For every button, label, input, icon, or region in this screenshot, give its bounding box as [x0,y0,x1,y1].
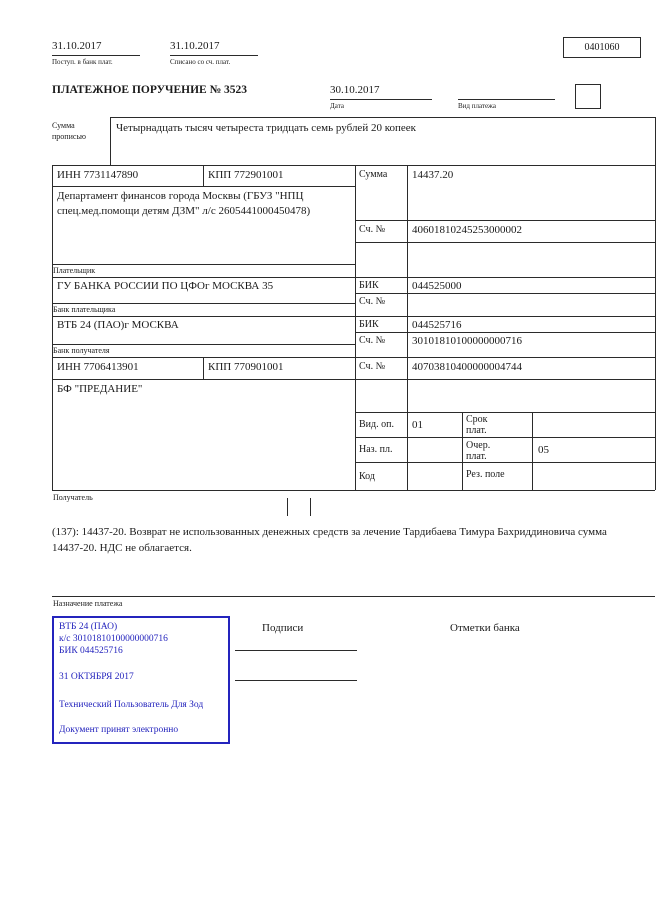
signatures-label: Подписи [262,622,304,634]
table-border [355,293,655,294]
sum-value: 14437.20 [412,169,454,181]
payee-bank-caption: Банк получателя [53,346,110,355]
payee-inn: ИНН 7706413901 [57,361,139,373]
table-border [355,165,356,490]
payer-inn: ИНН 7731147890 [57,169,139,181]
payer-kpp: КПП 772901001 [208,169,284,181]
table-border [203,165,204,186]
document-date-caption: Дата [330,102,344,110]
payee-account-label: Сч. № [359,361,386,372]
table-border [355,242,655,243]
table-border [355,332,655,333]
payee-bank-bik-value: 044525716 [412,319,462,331]
bank-stamp [52,616,230,744]
amount-in-words-value: Четырнадцать тысяч четыреста тридцать семь рублей 20 копеек [116,122,416,134]
op-type-label: Вид. оп. [359,419,394,430]
table-border [655,117,656,490]
document-date-underline [330,99,432,100]
document-date: 30.10.2017 [330,84,380,96]
code-label: Код [359,471,375,482]
reserve-label: Рез. поле [466,469,505,480]
table-border [52,357,655,358]
table-border [532,412,533,490]
payee-name: БФ "ПРЕДАНИЕ" [57,383,143,395]
stamp-note: Документ принят электронно [59,725,179,735]
payer-bank-account-label: Сч. № [359,296,386,307]
stamp-operator: Технический Пользователь Для Зод [59,700,204,710]
table-border [203,357,204,379]
payee-kpp: КПП 770901001 [208,361,284,373]
date-received: 31.10.2017 [52,40,102,52]
table-border [52,303,355,304]
term-label: Срок плат. [466,414,488,436]
table-border [355,462,655,463]
stamp-corr-account: к/с 30101810100000000716 [59,634,168,644]
payment-type-underline [458,99,555,100]
payer-bank-bik-label: БИК [359,280,379,291]
op-type-value: 01 [412,419,423,431]
payee-caption: Получатель [53,493,93,502]
payee-bank-name: ВТБ 24 (ПАО)г МОСКВА [57,319,179,331]
purpose-caption: Назначение платежа [53,599,123,608]
date-debited: 31.10.2017 [170,40,220,52]
payee-bank-bik-label: БИК [359,319,379,330]
form-code-box [563,37,641,58]
table-border [52,165,53,490]
table-border [355,412,655,413]
payer-account-label: Сч. № [359,224,386,235]
table-border [355,220,655,221]
purpose-divider [52,596,655,597]
table-border [52,344,355,345]
table-border [355,437,655,438]
date-received-underline [52,55,140,56]
payer-account-value: 40601810245253000002 [412,224,522,236]
table-border [462,412,463,490]
date-debited-caption: Списано со сч. плат. [170,58,231,66]
date-received-caption: Поступ. в банк плат. [52,58,113,66]
table-border [52,277,655,278]
signature-line [235,650,357,651]
payer-name: Департамент финансов города Москвы (ГБУЗ "НПЦ спец.мед.помощи детям ДЗМ" л/с 2605441000450478) [57,190,311,217]
payee-bank-account-label: Сч. № [359,335,386,346]
document-title: ПЛАТЕЖНОЕ ПОРУЧЕНИЕ № 3523 [52,84,248,96]
amount-box-left-border [110,117,111,165]
payee-account-value: 40703810400000004744 [412,361,522,373]
bank-marks-label: Отметки банка [450,622,520,634]
table-border [52,264,355,265]
sum-label: Сумма [359,169,388,180]
payer-bank-bik-value: 044525000 [412,280,462,292]
payer-caption: Плательщик [53,266,96,275]
cut-mark [310,498,311,516]
table-border [52,490,655,491]
table-border [52,316,655,317]
amount-label-line1: Сумма [52,121,75,130]
payee-bank-account-value: 30101810100000000716 [412,335,522,347]
purpose-code-label: Наз. пл. [359,444,393,455]
amount-label-line2: прописью [52,132,87,141]
purpose-text: (137): 14437-20. Возврат не использованных денежных средств за лечение Тардибаева Тимура Бахриддиновича сумма 14437-20. НДС не облагается. [52,526,607,554]
payment-type-caption: Вид платежа [458,102,497,110]
stamp-bank-name: ВТБ 24 (ПАО) [59,622,118,632]
table-border [407,165,408,490]
cut-mark [287,498,288,516]
payment-type-box [575,84,601,109]
date-debited-underline [170,55,258,56]
stamp-bik: БИК 044525716 [59,646,123,656]
order-label: Очер. плат. [466,440,491,462]
stamp-date: 31 ОКТЯБРЯ 2017 [59,672,134,682]
form-code: 0401060 [584,42,620,53]
order-value: 05 [538,444,549,456]
payer-bank-name: ГУ БАНКА РОССИИ ПО ЦФОг МОСКВА 35 [57,280,274,292]
table-border [52,379,655,380]
signature-line [235,680,357,681]
amount-box-top-border [110,117,655,118]
payer-bank-caption: Банк плательщика [53,305,116,314]
table-border [52,186,355,187]
table-border [52,165,655,166]
